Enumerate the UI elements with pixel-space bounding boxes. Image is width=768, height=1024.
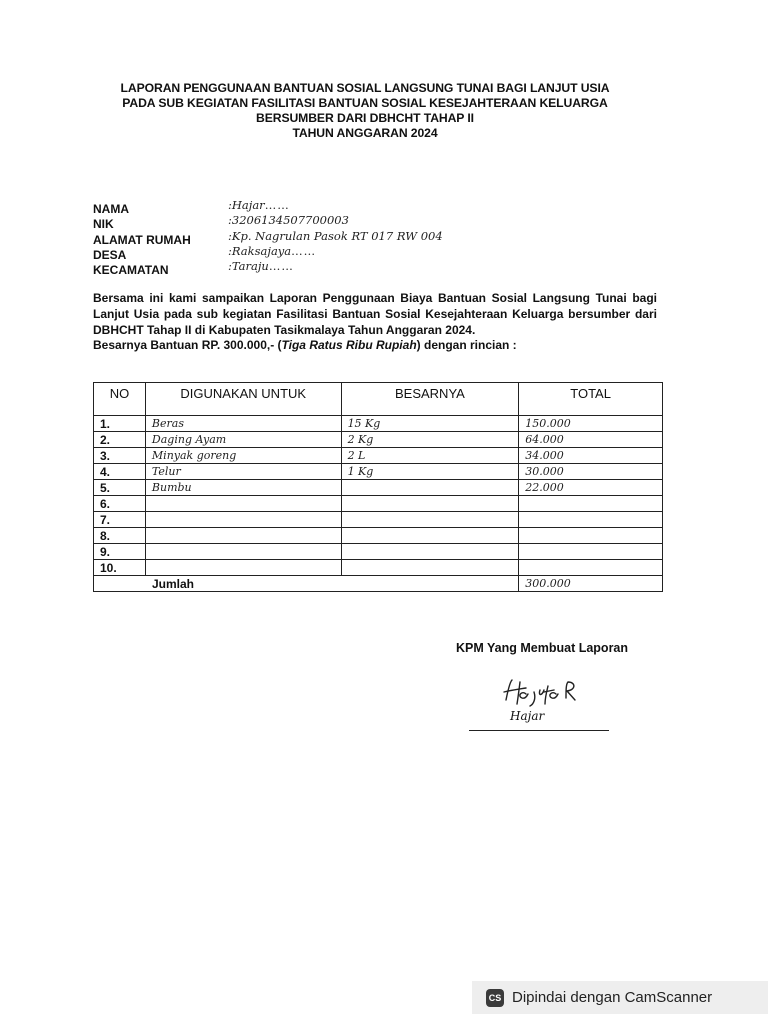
field-desa (93, 245, 513, 260)
field-separator: : (228, 243, 232, 258)
field-separator: : (228, 228, 232, 243)
row-qty (341, 512, 519, 528)
header-no: NO (94, 383, 146, 416)
row-qty (341, 544, 519, 560)
total-row (94, 576, 663, 592)
field-separator: : (228, 198, 232, 212)
title-line-3: BERSUMBER DARI DBHCHT TAHAP II (256, 111, 474, 125)
row-qty (341, 560, 519, 576)
table-row (94, 528, 663, 544)
table-row (94, 560, 663, 576)
field-dots: …… (291, 243, 317, 258)
usage-table (93, 382, 663, 592)
row-item: Daging Ayam (145, 432, 341, 448)
amount-in-words: Tiga Ratus Ribu Rupiah (281, 338, 417, 353)
report-title (60, 81, 670, 141)
table-row (94, 416, 663, 432)
row-no: 8. (94, 528, 146, 544)
table-header-row (94, 383, 663, 416)
field-nama (93, 199, 513, 214)
row-total: 22.000 (519, 480, 663, 496)
row-no: 1. (94, 416, 146, 432)
field-dots: …… (264, 198, 290, 212)
row-no: 5. (94, 480, 146, 496)
row-item: Bumbu (145, 480, 341, 496)
row-total (519, 496, 663, 512)
table-row (94, 464, 663, 480)
row-total: 64.000 (519, 432, 663, 448)
row-qty (341, 528, 519, 544)
field-kecamatan (93, 259, 513, 278)
table-row (94, 496, 663, 512)
header-besarnya: BESARNYA (341, 383, 519, 416)
row-total: 30.000 (519, 464, 663, 480)
row-item (145, 544, 341, 560)
amount-prefix: Besarnya Bantuan RP. 300.000,- ( (93, 338, 282, 353)
field-nik (93, 213, 513, 232)
field-label: ALAMAT RUMAH (93, 232, 191, 247)
row-total: 34.000 (519, 448, 663, 464)
title-line-1: LAPORAN PENGGUNAAN BANTUAN SOSIAL LANGSUNG TUNAI BAGI LANJUT USIA (120, 81, 610, 95)
field-label: NIK (93, 217, 114, 232)
row-item (145, 512, 341, 528)
signature-title: KPM Yang Membuat Laporan (456, 641, 629, 655)
row-total (519, 528, 663, 544)
camscanner-logo-icon: CS (486, 989, 504, 1007)
row-qty (341, 480, 519, 496)
field-dots: …… (268, 259, 294, 274)
row-item: Telur (145, 464, 341, 480)
table-row (94, 512, 663, 528)
signer-name: Hajar (510, 709, 545, 723)
row-total (519, 512, 663, 528)
field-separator: : (228, 213, 232, 228)
field-value: Kp. Nagrulan Pasok RT 017 RW 004 (231, 228, 443, 243)
header-total: TOTAL (519, 383, 663, 416)
signature-line (469, 730, 609, 731)
row-no: 4. (94, 464, 146, 480)
paragraph-amount-line (93, 338, 657, 354)
row-no: 3. (94, 448, 146, 464)
field-separator: : (228, 259, 232, 274)
row-qty (341, 496, 519, 512)
table-row (94, 480, 663, 496)
row-total (519, 560, 663, 576)
row-total: 150.000 (519, 416, 663, 432)
field-value: Taraju (231, 259, 269, 274)
row-qty: 2 L (341, 448, 519, 464)
row-qty: 15 Kg (341, 416, 519, 432)
field-alamat-rumah (93, 230, 513, 245)
title-line-4: TAHUN ANGGARAN 2024 (292, 126, 438, 140)
row-item (145, 496, 341, 512)
row-no: 2. (94, 432, 146, 448)
amount-suffix: ) dengan rincian : (416, 338, 517, 353)
handwritten-signature (500, 676, 592, 708)
camscanner-text: Dipindai dengan CamScanner (512, 989, 713, 1006)
field-label: NAMA (93, 202, 129, 216)
row-no: 9. (94, 544, 146, 560)
row-item (145, 560, 341, 576)
title-line-2: PADA SUB KEGIATAN FASILITASI BANTUAN SOSIAL KESEJAHTERAAN KELUARGA (122, 96, 608, 110)
total-label: Jumlah (94, 576, 519, 592)
row-total (519, 544, 663, 560)
row-no: 10. (94, 560, 146, 576)
field-label: DESA (93, 247, 127, 262)
field-value: Raksajaya (231, 243, 292, 258)
paragraph-body: Bersama ini kami sampaikan Laporan Penggunaan Biaya Bantuan Sosial Langsung Tunai bagi Lanjut Usia pada sub kegiatan Fasilitasi Bantuan Sosial Kesejahteraan Keluarga bersumber dari DBHCHT Tahap II di Kabupaten Tasikmalaya Tahun Anggaran 2024. (93, 291, 657, 337)
row-no: 6. (94, 496, 146, 512)
total-value: 300.000 (519, 576, 663, 592)
field-label: KECAMATAN (93, 263, 169, 278)
camscanner-watermark (472, 981, 768, 1014)
field-value: 3206134507700003 (231, 213, 349, 228)
identity-fields (93, 198, 513, 278)
table-row (94, 432, 663, 448)
field-value: Hajar (231, 198, 265, 212)
row-qty: 1 Kg (341, 464, 519, 480)
row-item: Beras (145, 416, 341, 432)
table-row (94, 544, 663, 560)
row-item (145, 528, 341, 544)
row-item: Minyak goreng (145, 448, 341, 464)
row-qty: 2 Kg (341, 432, 519, 448)
row-no: 7. (94, 512, 146, 528)
table-row (94, 448, 663, 464)
intro-paragraph (93, 291, 657, 354)
header-digunakan-untuk: DIGUNAKAN UNTUK (145, 383, 341, 416)
